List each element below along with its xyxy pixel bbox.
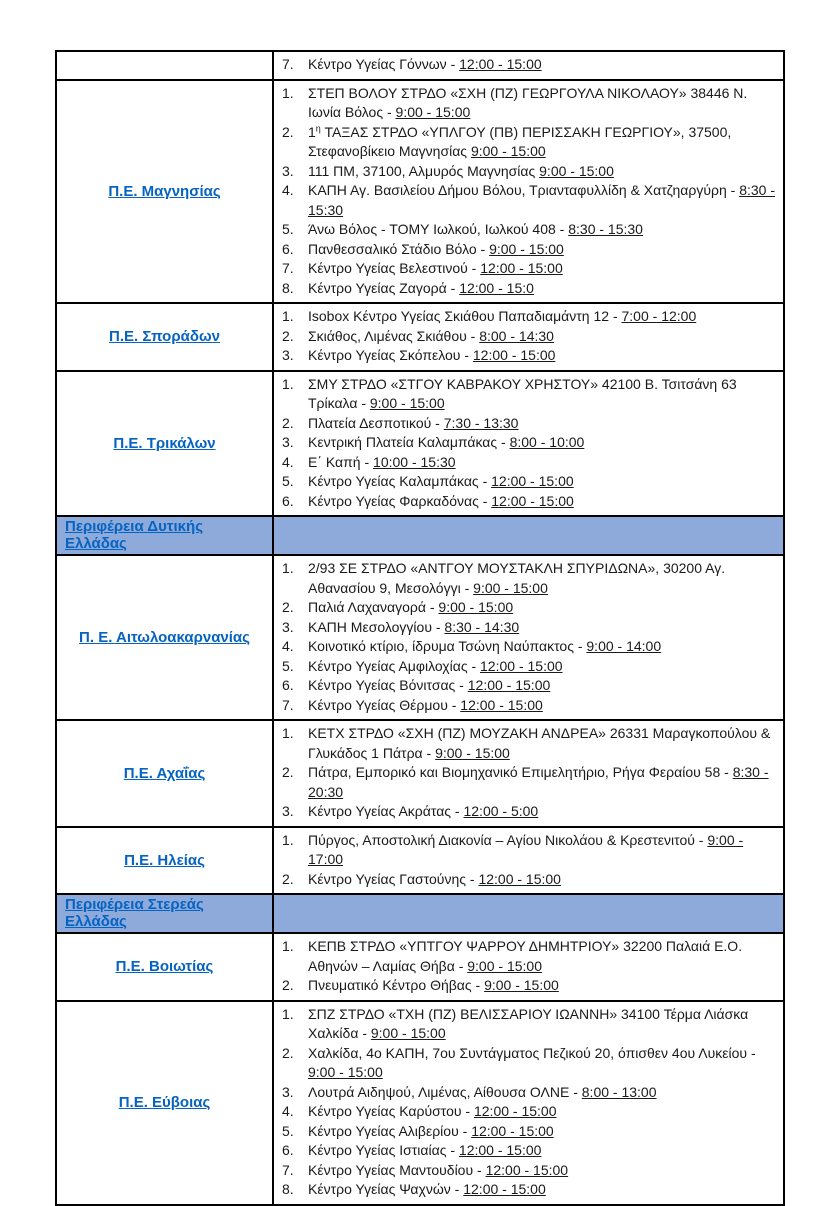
item-label: Κέντρο Υγείας Ψαχνών - bbox=[308, 1181, 464, 1197]
location-list bbox=[273, 80, 784, 304]
location-list bbox=[273, 1001, 784, 1205]
item-text bbox=[308, 1005, 777, 1044]
item-label: Άνω Βόλος - ΤΟΜΥ Ιωλκού, Ιωλκού 408 - bbox=[308, 221, 569, 237]
location-list bbox=[273, 933, 784, 1001]
region-label: Π.Ε. Μαγνησίας bbox=[56, 80, 273, 304]
item-number: 7. bbox=[282, 696, 294, 713]
item-text bbox=[308, 831, 777, 870]
location-item bbox=[282, 162, 777, 182]
item-time-range: 8:30 - 14:30 bbox=[444, 618, 520, 635]
item-time-range: 9:00 - 15:00 bbox=[308, 1064, 383, 1080]
location-item bbox=[282, 1044, 777, 1083]
item-label: Κέντρο Υγείας Αμφιλοχίας - bbox=[308, 657, 481, 674]
item-number: 3. bbox=[282, 162, 294, 179]
location-list bbox=[273, 555, 784, 720]
table-row bbox=[56, 516, 784, 555]
item-number: 3. bbox=[282, 803, 294, 819]
item-time-range: 12:00 - 15:00 bbox=[473, 1103, 557, 1119]
region-label: Π.Ε. Εύβοιας bbox=[56, 1001, 273, 1205]
region-label: Π.Ε. Αχαΐας bbox=[56, 720, 273, 827]
item-time-range: 12:00 - 15:00 bbox=[478, 870, 561, 887]
item-text bbox=[308, 1083, 777, 1103]
table-body bbox=[56, 51, 784, 1205]
table-row bbox=[56, 894, 784, 933]
item-time-range: 9:00 - 15:00 bbox=[435, 744, 510, 761]
item-number: 2. bbox=[282, 870, 294, 887]
region-label bbox=[56, 51, 273, 80]
item-label: Χαλκίδα, 4ο ΚΑΠΗ, 7ου Συντάγματος Πεζικού 20, όπισθεν 4ου Λυκείου - bbox=[308, 1044, 756, 1061]
item-number: 8. bbox=[282, 1181, 294, 1197]
location-item bbox=[282, 559, 777, 598]
item-time-range: 12:00 - 15:00 bbox=[460, 696, 543, 713]
region-label: Π. Ε. Αιτωλοακαρνανίας bbox=[56, 555, 273, 720]
location-item bbox=[282, 618, 777, 638]
item-label: Κέντρο Υγείας Βόνιτσας - bbox=[308, 677, 468, 693]
location-item bbox=[282, 1083, 777, 1103]
item-number: 4. bbox=[282, 453, 294, 470]
location-item bbox=[282, 414, 777, 434]
location-item bbox=[282, 1122, 777, 1142]
item-text bbox=[308, 657, 777, 677]
item-number: 7. bbox=[282, 260, 294, 276]
item-time-range: 8:00 - 14:30 bbox=[479, 327, 554, 344]
item-number: 6. bbox=[282, 240, 294, 257]
location-item bbox=[282, 279, 777, 299]
location-item bbox=[282, 259, 777, 279]
item-number: 3. bbox=[282, 434, 294, 450]
item-text bbox=[308, 307, 777, 327]
item-time-range: 12:00 - 15:00 bbox=[491, 492, 574, 509]
blood-donation-schedule-table bbox=[55, 50, 785, 1206]
region-label: Π.Ε. Τρικάλων bbox=[56, 371, 273, 517]
item-label: Κέντρο Υγείας Σκόπελου - bbox=[308, 347, 473, 363]
item-number: 1. bbox=[282, 938, 294, 954]
location-item bbox=[282, 1102, 777, 1122]
item-time-range: 12:00 - 15:00 bbox=[458, 1142, 542, 1158]
item-time-range: 8:30 - 15:30 bbox=[308, 182, 775, 218]
item-text bbox=[308, 492, 777, 512]
location-item bbox=[282, 307, 777, 327]
location-item bbox=[282, 657, 777, 677]
item-time-range: 8:00 - 10:00 bbox=[509, 434, 585, 450]
item-text bbox=[308, 84, 777, 123]
location-list bbox=[273, 51, 784, 80]
location-item bbox=[282, 220, 777, 240]
table-row bbox=[56, 371, 784, 517]
item-time-range: 7:30 - 13:30 bbox=[443, 414, 519, 431]
item-text bbox=[308, 598, 777, 618]
location-item bbox=[282, 870, 777, 890]
item-number: 1. bbox=[282, 308, 294, 324]
item-time-range: 10:00 - 15:30 bbox=[373, 453, 456, 470]
item-number: 1. bbox=[282, 725, 294, 741]
item-number: 1. bbox=[282, 831, 294, 848]
item-label: Λουτρά Αιδηψού, Λιμένας, Αίθουσα ΟΛΝΕ - bbox=[308, 1083, 582, 1100]
location-item bbox=[282, 1161, 777, 1181]
item-number: 2. bbox=[282, 977, 294, 993]
location-item bbox=[282, 492, 777, 512]
item-label: Ε΄ Καπή - bbox=[308, 453, 374, 470]
item-label: Κέντρο Υγείας Αλιβερίου - bbox=[308, 1122, 472, 1139]
item-label: Κοινοτικό κτίριο, ίδρυμα Τσώνη Ναύπακτος - bbox=[308, 638, 587, 654]
item-label: 1 bbox=[308, 123, 316, 140]
location-item bbox=[282, 724, 777, 763]
table-row bbox=[56, 80, 784, 304]
item-number: 3. bbox=[282, 347, 294, 363]
item-text bbox=[308, 414, 777, 434]
item-text bbox=[308, 240, 777, 260]
item-text bbox=[308, 55, 777, 75]
item-time-range: 9:00 - 15:00 bbox=[467, 957, 542, 974]
location-item bbox=[282, 181, 777, 220]
item-time-range: 9:00 - 15:00 bbox=[489, 240, 564, 257]
item-time-range: 9:00 - 14:00 bbox=[586, 638, 662, 654]
item-label: Κέντρο Υγείας Θέρμου - bbox=[308, 696, 461, 713]
item-number: 3. bbox=[282, 618, 294, 635]
item-label: Κέντρο Υγείας Φαρκαδόνας - bbox=[308, 492, 492, 509]
item-text bbox=[308, 637, 777, 657]
item-time-range: 12:00 - 15:00 bbox=[463, 1181, 546, 1197]
item-time-range: 8:30 - 20:30 bbox=[308, 764, 769, 800]
region-banner-spacer bbox=[273, 894, 784, 933]
item-time-range: 9:00 - 15:00 bbox=[438, 599, 514, 615]
item-label: Κέντρο Υγείας Ακράτας - bbox=[308, 803, 464, 819]
item-text bbox=[308, 433, 777, 453]
location-list bbox=[273, 827, 784, 895]
item-number: 7. bbox=[282, 1161, 294, 1178]
item-time-range: 12:00 - 15:00 bbox=[491, 473, 574, 489]
location-item bbox=[282, 346, 777, 366]
region-label: Π.Ε. Ηλείας bbox=[56, 827, 273, 895]
superscript-text: η bbox=[315, 122, 321, 133]
item-label: ΚΕΠΒ ΣΤΡΔΟ «ΥΠΤΓΟΥ ΨΑΡΡΟΥ ΔΗΜΗΤΡΙΟΥ» 32200 Παλαιά Ε.Ο. Αθηνών – Λαμίας Θήβα - bbox=[308, 938, 743, 974]
item-label: Πύργος, Αποστολική Διακονία – Αγίου Νικολάου & Κρεστενιτού - bbox=[308, 831, 708, 848]
item-text bbox=[308, 1044, 777, 1083]
item-label: Σκιάθος, Λιμένας Σκιάθου - bbox=[308, 327, 480, 344]
item-text bbox=[308, 1122, 777, 1142]
table-row bbox=[56, 1001, 784, 1205]
item-time-range: 9:00 - 15:00 bbox=[470, 143, 546, 159]
item-number: 3. bbox=[282, 1083, 294, 1100]
item-number: 1. bbox=[282, 1005, 294, 1022]
item-label: 2/93 ΣΕ ΣΤΡΔΟ «ΑΝΤΓΟΥ ΜΟΥΣΤΑΚΛΗ ΣΠΥΡΙΔΩΝΑ», 30200 Αγ. Αθανασίου 9, Μεσολόγγι - bbox=[308, 560, 726, 596]
item-time-range: 8:00 - 13:00 bbox=[581, 1083, 657, 1100]
item-text bbox=[308, 220, 777, 240]
item-number: 5. bbox=[282, 657, 294, 674]
item-number: 1. bbox=[282, 84, 294, 101]
table-row bbox=[56, 827, 784, 895]
item-number: 4. bbox=[282, 638, 294, 654]
item-label: Κέντρο Υγείας Καλαμπάκας - bbox=[308, 473, 492, 489]
item-label: Πάτρα, Εμπορικό και Βιομηχανικό Επιμελητήριο, Ρήγα Φεραίου 58 - bbox=[308, 764, 733, 780]
location-item bbox=[282, 433, 777, 453]
item-time-range: 9:00 - 15:00 bbox=[473, 579, 548, 596]
location-item bbox=[282, 327, 777, 347]
location-item bbox=[282, 1180, 777, 1200]
item-time-range: 12:00 - 15:00 bbox=[480, 260, 563, 276]
item-number: 1. bbox=[282, 560, 294, 576]
item-number: 4. bbox=[282, 1103, 294, 1119]
item-text bbox=[308, 279, 777, 299]
item-time-range: 12:00 - 15:00 bbox=[459, 56, 542, 72]
location-item bbox=[282, 84, 777, 123]
location-item bbox=[282, 1141, 777, 1161]
item-time-range: 9:00 - 15:00 bbox=[395, 104, 471, 120]
item-time-range: 9:00 - 15:00 bbox=[370, 1025, 446, 1041]
item-number: 2. bbox=[282, 414, 294, 431]
item-time-range: 12:00 - 5:00 bbox=[463, 803, 539, 819]
item-time-range: 12:00 - 15:00 bbox=[471, 1122, 554, 1139]
location-item bbox=[282, 598, 777, 618]
item-number: 2. bbox=[282, 764, 294, 780]
item-number: 4. bbox=[282, 182, 294, 198]
location-list bbox=[273, 303, 784, 371]
item-time-range: 12:00 - 15:00 bbox=[472, 347, 556, 363]
item-text bbox=[308, 937, 777, 976]
item-text bbox=[308, 976, 777, 996]
item-text bbox=[308, 472, 777, 492]
item-label: ΚΑΠΗ Αγ. Βασιλείου Δήμου Βόλου, Τριανταφυλλίδη & Χατζηαργύρη - bbox=[308, 182, 740, 198]
item-number: 6. bbox=[282, 1142, 294, 1158]
item-number: 2. bbox=[282, 599, 294, 615]
location-item bbox=[282, 123, 777, 162]
item-label: Πλατεία Δεσποτικού - bbox=[308, 414, 444, 431]
item-label: ΚΑΠΗ Μεσολογγίου - bbox=[308, 618, 445, 635]
item-number: 1. bbox=[282, 375, 294, 392]
item-text bbox=[308, 870, 777, 890]
item-label: Κέντρο Υγείας Καρύστου - bbox=[308, 1103, 474, 1119]
item-number: 7. bbox=[282, 56, 294, 72]
item-number: 6. bbox=[282, 492, 294, 509]
location-item bbox=[282, 676, 777, 696]
table-row bbox=[56, 720, 784, 827]
item-text bbox=[308, 1161, 777, 1181]
item-label: Isobox Κέντρο Υγείας Σκιάθου Παπαδιαμάντη 12 - bbox=[308, 308, 622, 324]
location-item bbox=[282, 472, 777, 492]
item-text bbox=[308, 1102, 777, 1122]
location-item bbox=[282, 55, 777, 75]
location-list bbox=[273, 371, 784, 517]
item-text bbox=[308, 162, 777, 182]
table-row bbox=[56, 555, 784, 720]
item-text bbox=[308, 327, 777, 347]
location-item bbox=[282, 637, 777, 657]
item-label: ΤΑΞΑΣ ΣΤΡΔΟ «ΥΠΛΓΟΥ (ΠΒ) ΠΕΡΙΣΣΑΚΗ ΓΕΩΡΓΙΟΥ», 37500, Στεφανοβίκειο Μαγνησίας bbox=[308, 123, 732, 159]
location-item bbox=[282, 802, 777, 822]
item-label: Παλιά Λαχαναγορά - bbox=[308, 599, 439, 615]
item-text bbox=[308, 1180, 777, 1200]
item-number: 8. bbox=[282, 279, 294, 296]
item-time-range: 7:00 - 12:00 bbox=[621, 308, 697, 324]
item-text bbox=[308, 123, 777, 162]
location-list bbox=[273, 720, 784, 827]
item-label: Κέντρο Υγείας Βελεστινού - bbox=[308, 260, 481, 276]
item-number: 2. bbox=[282, 327, 294, 344]
item-label: Πανθεσσαλικό Στάδιο Βόλο - bbox=[308, 240, 490, 257]
item-text bbox=[308, 259, 777, 279]
table-row bbox=[56, 303, 784, 371]
item-text bbox=[308, 676, 777, 696]
location-item bbox=[282, 453, 777, 473]
item-label: Πνευματικό Κέντρο Θήβας - bbox=[308, 977, 485, 993]
location-item bbox=[282, 763, 777, 802]
item-text bbox=[308, 696, 777, 716]
item-time-range: 9:00 - 15:00 bbox=[484, 977, 559, 993]
location-item bbox=[282, 240, 777, 260]
item-number: 6. bbox=[282, 677, 294, 693]
item-time-range: 9:00 - 15:00 bbox=[539, 162, 614, 179]
region-banner-label: Περιφέρεια Στερεάς Ελλάδας bbox=[56, 894, 273, 933]
location-item bbox=[282, 1005, 777, 1044]
location-item bbox=[282, 976, 777, 996]
region-banner-label: Περιφέρεια Δυτικής Ελλάδας bbox=[56, 516, 273, 555]
item-text bbox=[308, 618, 777, 638]
item-time-range: 12:00 - 15:00 bbox=[480, 657, 563, 674]
item-number: 5. bbox=[282, 473, 294, 489]
item-text bbox=[308, 559, 777, 598]
item-label: ΚΕΤΧ ΣΤΡΔΟ «ΣΧΗ (ΠΖ) ΜΟΥΖΑΚΗ ΑΝΔΡΕΑ» 26331 Μαραγκοπούλου & Γλυκάδος 1 Πάτρα - bbox=[308, 725, 771, 761]
item-time-range: 9:00 - 15:00 bbox=[369, 395, 445, 411]
table-row bbox=[56, 933, 784, 1001]
item-label: ΣΤΕΠ ΒΟΛΟΥ ΣΤΡΔΟ «ΣΧΗ (ΠΖ) ΓΕΩΡΓΟΥΛΑ ΝΙΚΟΛΑΟΥ» 38446 Ν. Ιωνία Βόλος - bbox=[308, 84, 748, 120]
item-time-range: 9:00 - 17:00 bbox=[308, 831, 744, 867]
item-time-range: 12:00 - 15:0 bbox=[459, 279, 534, 296]
item-time-range: 12:00 - 15:00 bbox=[485, 1161, 569, 1178]
item-label: Κέντρο Υγείας Ζαγορά - bbox=[308, 279, 460, 296]
location-item bbox=[282, 937, 777, 976]
item-time-range: 8:30 - 15:30 bbox=[568, 221, 643, 237]
location-item bbox=[282, 375, 777, 414]
item-label: Κέντρο Υγείας Γαστούνης - bbox=[308, 870, 479, 887]
item-number: 5. bbox=[282, 1122, 294, 1139]
item-label: Κέντρο Υγείας Ιστιαίας - bbox=[308, 1142, 459, 1158]
item-text bbox=[308, 181, 777, 220]
item-text bbox=[308, 802, 777, 822]
item-time-range: 12:00 - 15:00 bbox=[467, 677, 551, 693]
item-text bbox=[308, 453, 777, 473]
region-label: Π.Ε. Σποράδων bbox=[56, 303, 273, 371]
item-number: 2. bbox=[282, 1044, 294, 1061]
location-item bbox=[282, 696, 777, 716]
item-label: Κεντρική Πλατεία Καλαμπάκας - bbox=[308, 434, 510, 450]
item-label: ΣΠΖ ΣΤΡΔΟ «ΤΧΗ (ΠΖ) ΒΕΛΙΣΣΑΡΙΟΥ ΙΩΑΝΝΗ» 34100 Τέρμα Λιάσκα Χαλκίδα - bbox=[308, 1005, 749, 1041]
item-label: Κέντρο Υγείας Γόννων - bbox=[308, 56, 460, 72]
item-text bbox=[308, 724, 777, 763]
item-text bbox=[308, 763, 777, 802]
location-item bbox=[282, 831, 777, 870]
item-text bbox=[308, 1141, 777, 1161]
item-label: 111 ΠΜ, 37100, Αλμυρός Μαγνησίας bbox=[308, 162, 540, 179]
item-label: Κέντρο Υγείας Μαντουδίου - bbox=[308, 1161, 486, 1178]
region-banner-spacer bbox=[273, 516, 784, 555]
item-number: 2. bbox=[282, 123, 294, 140]
region-label: Π.Ε. Βοιωτίας bbox=[56, 933, 273, 1001]
item-text bbox=[308, 375, 777, 414]
item-number: 5. bbox=[282, 221, 294, 237]
item-label: ΣΜΥ ΣΤΡΔΟ «ΣΤΓΟΥ ΚΑΒΡΑΚΟΥ ΧΡΗΣΤΟΥ» 42100 Β. Τσιτσάνη 63 Τρίκαλα - bbox=[308, 375, 737, 411]
table-row bbox=[56, 51, 784, 80]
item-text bbox=[308, 346, 777, 366]
